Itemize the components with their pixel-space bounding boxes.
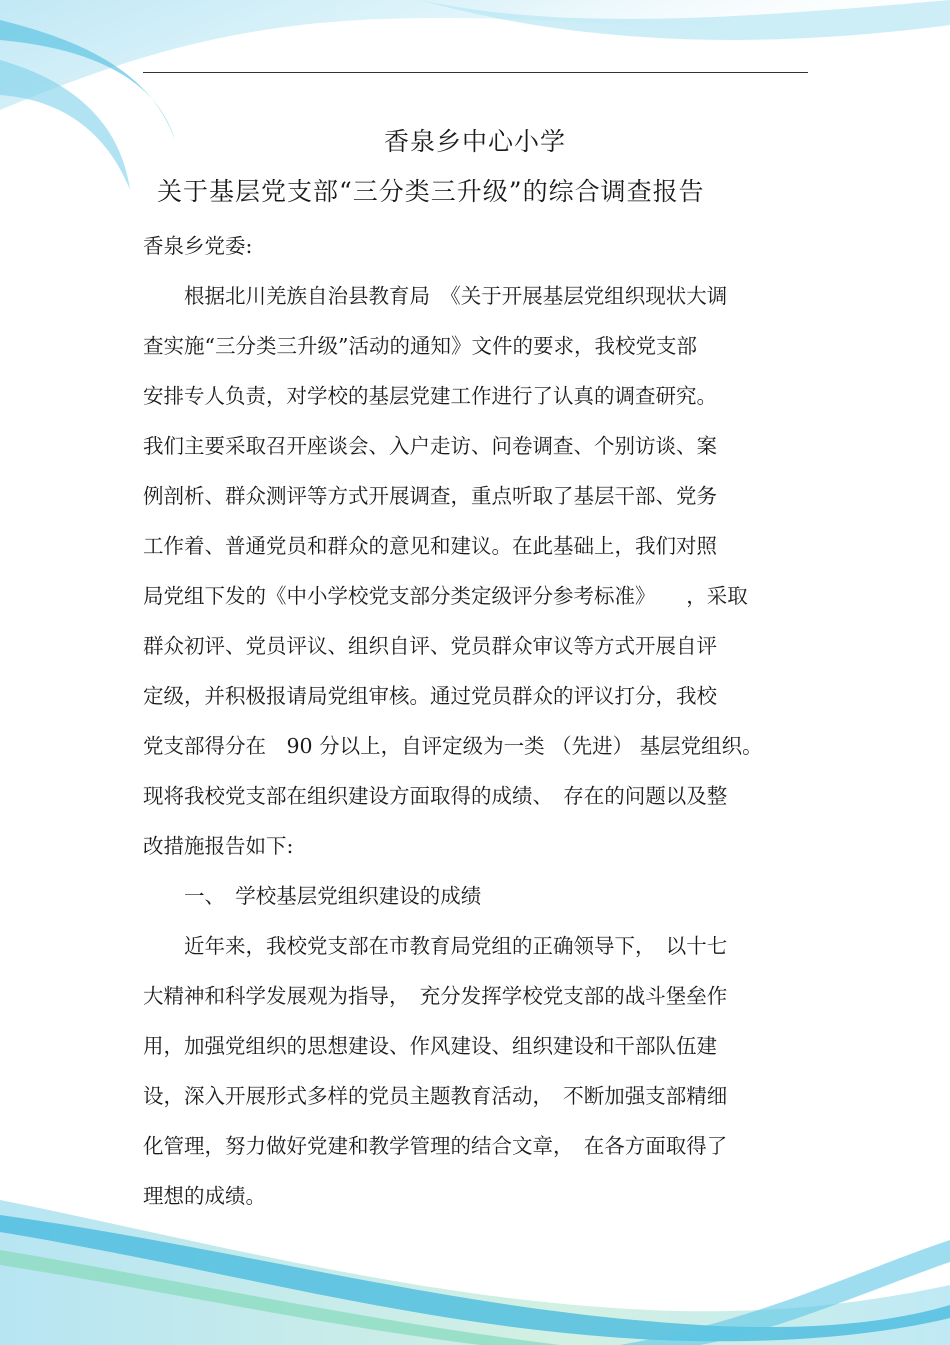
body-line: 群众初评、党员评议、组织自评、党员群众审议等方式开展自评 [143,634,717,658]
body-line: 改措施报告如下: [143,834,294,858]
body-line: 理想的成绩。 [143,1184,266,1208]
body-line: 定级，并积极报请局党组审核。通过党员群众的评议打分，我校 [143,684,717,708]
body-line: 例剖析、群众测评等方式开展调查，重点听取了基层干部、党务 [143,484,717,508]
body-line: 安排专人负责，对学校的基层党建工作进行了认真的调查研究。 [143,384,717,408]
body-line: 局党组下发的《中小学校党支部分类定级评分参考标准》 ，采取 [143,584,748,608]
body-line: 设，深入开展形式多样的党员主题教育活动， 不断加强支部精细 [143,1084,728,1108]
body-line: 现将我校党支部在组织建设方面取得的成绩、 存在的问题以及整 [143,784,728,808]
body-line: 我们主要采取召开座谈会、入户走访、问卷调查、个别访谈、案 [143,434,717,458]
document-subtitle: 关于基层党支部“三分类三升级”的综合调查报告 [157,177,705,206]
body-line: 工作着、普通党员和群众的意见和建议。在此基础上，我们对照 [143,534,717,558]
body-line: 近年来，我校党支部在市教育局党组的正确领导下， 以十七 [143,934,728,958]
body-line: 根据北川羌族自治县教育局 《关于开展基层党组织现状大调 [143,284,728,308]
section-heading: 一、 学校基层党组织建设的成绩 [143,884,482,908]
body-line: 查实施“三分类三升级”活动的通知》文件的要求，我校党支部 [143,334,697,358]
body-line: 化管理，努力做好党建和教学管理的结合文章， 在各方面取得了 [143,1134,728,1158]
salutation: 香泉乡党委: [143,234,253,258]
document-title: 香泉乡中心小学 [383,127,566,156]
body-line: 党支部得分在 90 分以上，自评定级为一类 （先进） 基层党组织。 [143,734,763,758]
body-line: 大精神和科学发展观为指导， 充分发挥学校党支部的战斗堡垒作 [143,984,728,1008]
body-line: 用，加强党组织的思想建设、作风建设、组织建设和干部队伍建 [143,1034,717,1058]
header-rule [143,72,808,73]
